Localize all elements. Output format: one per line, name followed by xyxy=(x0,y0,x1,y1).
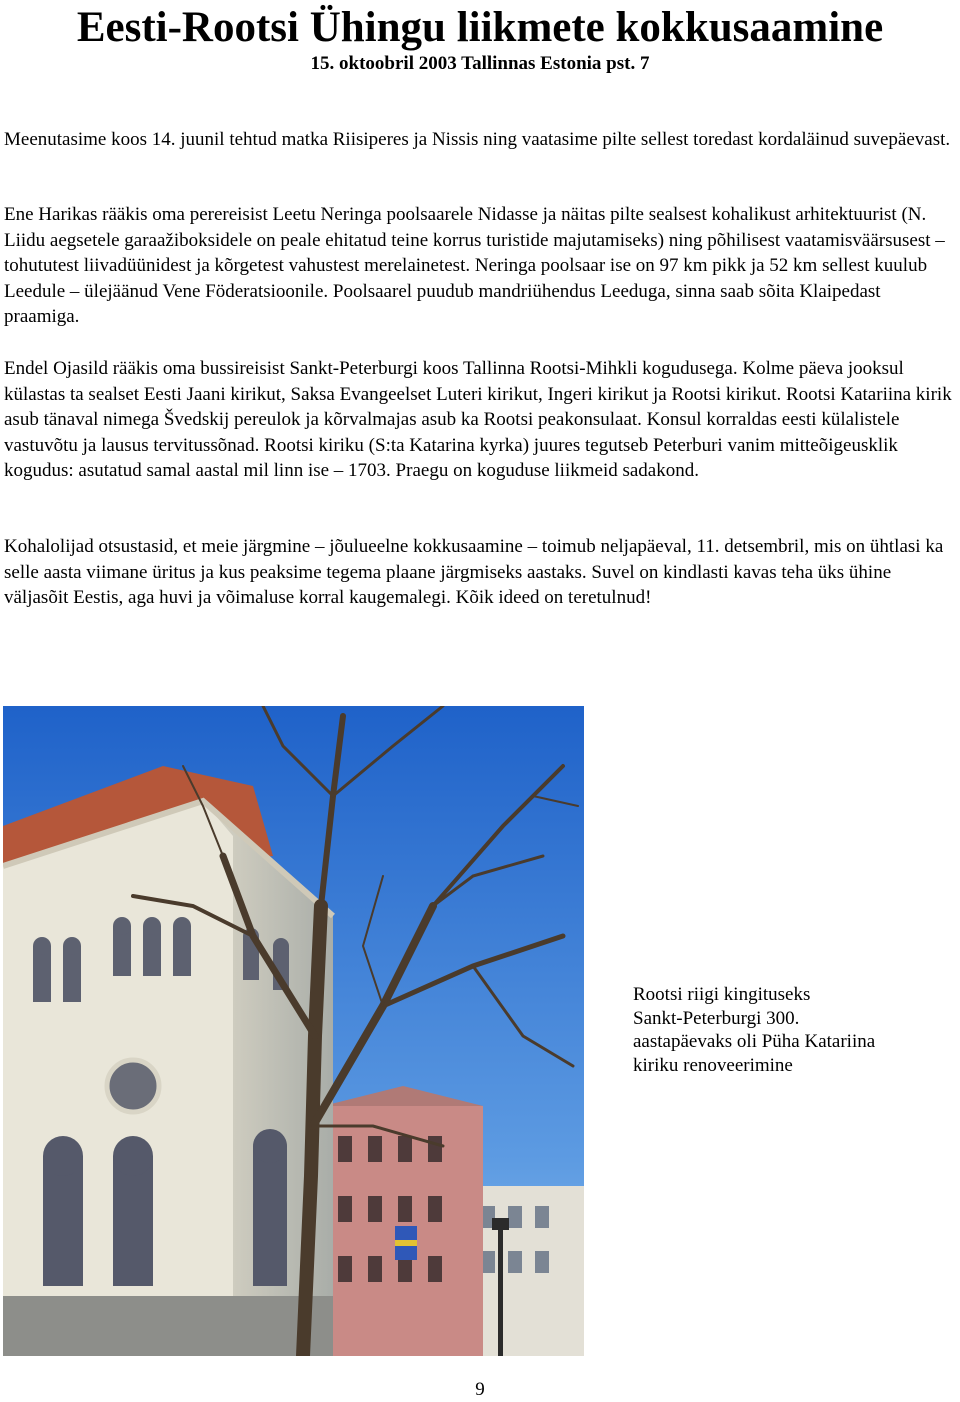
page-subtitle: 15. oktoobril 2003 Tallinnas Estonia pst. 7 xyxy=(310,53,650,74)
church-photo-icon xyxy=(3,706,584,1356)
paragraph-trip-memories: Meenutasime koos 14. juunil tehtud matka Riisiperes ja Nissis ning vaatasime pilte sellest toredast kordaläinud suvepäevast. xyxy=(4,129,951,150)
paragraph-neringa-trip: Ene Harikas rääkis oma perereisist Leetu Neringa poolsaarele Nidasse ja näitas pilte sealsest kohalikust arhitektuurist (N. Liidu aegsetele garaažiboksidele on peale ehitatud teine korrus turistide majutamiseks) ning põhilisest vaatamisväärsusest – tohututest liivadüünidest ja kõrgetest vahustest merelainetest. Neringa poolsaar ise on 97 km pikk ja 52 km sellest kuulub Leedule – ülejäänud Vene Föderatsioonile. Poolsaarel puudub mandriühendus Leeduga, sinna saab sõita Klaipedast praamiga. xyxy=(4,204,945,327)
page-number: 9 xyxy=(475,1379,485,1400)
caption-line: aastapäevaks oli Püha Katariina xyxy=(633,1031,876,1052)
caption-line: Rootsi riigi kingituseks xyxy=(633,984,811,1005)
caption-line: Sankt-Peterburgi 300. xyxy=(633,1007,800,1029)
paragraph-next-meeting: Kohalolijad otsustasid, et meie järgmine – jõulueelne kokkusaamine – toimub neljapäeval, 11. detsembril, mis on ühtlasi ka selle aasta viimane üritus ja kus peaksime tegema plaane järgmiseks aastaks. Suvel on kindlasti kavas teha üks ühine väljasõit Eestis, aga huvi ja võimaluse korral kaugemalegi. Kõik ideed on teretulnud! xyxy=(4,536,944,608)
paragraph-petersburg-trip: Endel Ojasild rääkis oma bussireisist Sankt-Peterburgi koos Tallinna Rootsi-Mihkli kogudusega. Kolme päeva jooksul külastas ta sealset Eesti Jaani kirikut, Saksa Evangeelset Luteri kirikut, Ingeri kirikut ja Rootsi kirikut. Rootsi Katariina kirik asub tänaval nimega Švedskij pereulok ja kõrvalmajas asub ka Rootsi peakonsulaat. Konsul korraldas eesti külalistele vastuvõtu ja lausus tervitussõnad. Rootsi kiriku (S:ta Katarina kyrka) juures tegutseb Peterburi vanim mitteõigeusklik kogudus: asutatud samal aastal mil linn ise – 1703. Praegu on koguduse liikmeid sadakond. xyxy=(4,358,952,481)
rose-window xyxy=(107,1060,159,1112)
church-photo xyxy=(3,706,584,1356)
lamppost xyxy=(498,1226,503,1356)
page-title: Eesti-Rootsi Ühingu liikmete kokkusaamine xyxy=(76,4,884,51)
caption-line: kiriku renoveerimine xyxy=(633,1054,793,1076)
photo-caption xyxy=(633,983,933,1077)
